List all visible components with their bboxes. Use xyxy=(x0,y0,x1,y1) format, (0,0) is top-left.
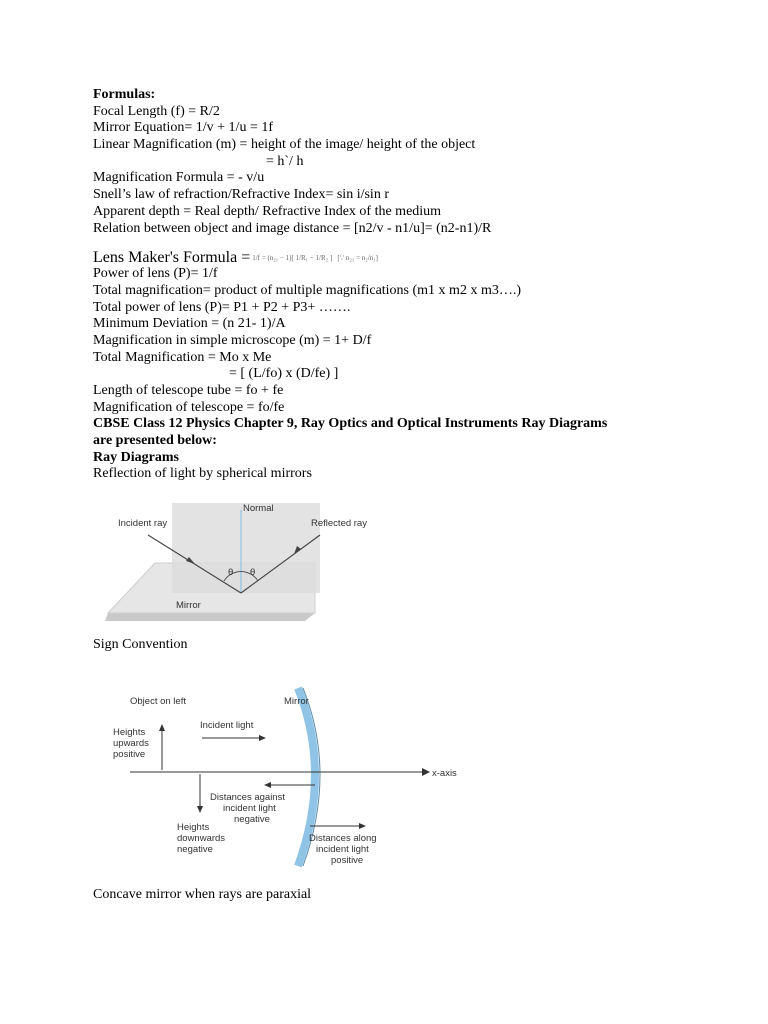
sign-convention-caption: Sign Convention xyxy=(93,637,188,652)
distance-against-label-1: Distances against xyxy=(210,792,285,803)
heights-down-label-3: negative xyxy=(177,844,213,855)
incident-light-label: Incident light xyxy=(200,720,254,731)
formula-line: Length of telescope tube = fo + fe xyxy=(93,383,284,398)
reflection-diagram xyxy=(100,495,367,635)
formula-line: Total magnification= product of multiple magnifications (m1 x m2 x m3….) xyxy=(93,282,521,298)
distance-along-label-2: incident light xyxy=(316,844,369,855)
height-down-arrowhead xyxy=(197,806,203,813)
formula-line: = h`/ h xyxy=(266,153,304,169)
ray-diagrams-heading: Ray Diagrams xyxy=(93,449,179,465)
distance-along-arrowhead xyxy=(359,823,366,829)
lens-maker-label: Lens Maker's Formula = xyxy=(93,249,251,267)
formulas-heading: Formulas: xyxy=(93,87,156,102)
heights-up-label-2: upwards xyxy=(113,738,149,749)
heights-down-label-1: Heights xyxy=(177,822,210,833)
distance-against-label-2: incident light xyxy=(223,803,276,814)
formula-line: Minimum Deviation = (n 21- 1)/A xyxy=(93,316,286,332)
lens-maker-line xyxy=(93,237,693,266)
formula-line: Relation between object and image distance = [n2/v - n1/u]= (n2-n1)/R xyxy=(93,220,492,236)
object-on-left-label: Object on left xyxy=(130,696,186,707)
theta-left-label: θ xyxy=(228,567,234,578)
heights-down-label-2: downwards xyxy=(177,833,226,844)
cbse-heading-line-1: CBSE Class 12 Physics Chapter 9, Ray Optics and Optical Instruments Ray Diagrams xyxy=(93,416,608,432)
formula-line: = [ (L/fo) x (D/fe) ] xyxy=(229,366,339,382)
distance-against-arrowhead xyxy=(264,782,271,788)
formula-line: Magnification of telescope = fo/fe xyxy=(93,399,285,415)
distance-against-label-3: negative xyxy=(234,814,270,825)
formula-line: Mirror Equation= 1/v + 1/u = 1f xyxy=(93,120,273,136)
formula-line: Magnification in simple microscope (m) = 1+ D/f xyxy=(93,332,372,348)
height-up-arrowhead xyxy=(159,724,165,731)
reflected-ray-label: Reflected ray xyxy=(311,518,367,529)
formula-line: Linear Magnification (m) = height of the image/ height of the object xyxy=(93,137,476,153)
formula-line: Apparent depth = Real depth/ Refractive Index of the medium xyxy=(93,203,442,219)
formula-line: Magnification Formula = - v/u xyxy=(93,170,265,186)
incident-light-arrowhead xyxy=(259,735,266,741)
concave-mirror-caption: Concave mirror when rays are paraxial xyxy=(93,887,312,902)
mirror-label: Mirror xyxy=(176,600,201,611)
mirror-edge xyxy=(105,613,315,621)
incident-ray-label: Incident ray xyxy=(118,518,168,529)
x-axis-label: x-axis xyxy=(432,768,457,779)
reflection-caption: Reflection of light by spherical mirrors xyxy=(93,466,312,482)
distance-along-label-3: positive xyxy=(331,855,364,866)
cbse-heading-line-2: are presented below: xyxy=(93,433,217,449)
formula-line: Snell’s law of refraction/Refractive Index= sin i/sin r xyxy=(93,187,389,203)
formula-line: Total Magnification = Mo x Me xyxy=(93,349,272,365)
theta-right-label: θ xyxy=(250,567,256,578)
heights-up-label-3: positive xyxy=(113,749,146,760)
normal-label: Normal xyxy=(243,503,274,514)
sign-convention-diagram xyxy=(110,688,460,870)
heights-up-label-1: Heights xyxy=(113,727,146,738)
distance-along-label-1: Distances along xyxy=(309,833,377,844)
formula-line: Focal Length (f) = R/2 xyxy=(93,103,220,119)
mirror-label: Mirror xyxy=(284,696,309,707)
lens-maker-formula-image: 1/f = (n₂₁ − 1)[ 1/R₁ − 1/R₂ ] [∵ n₂₁ = n₂/n₁] xyxy=(252,254,378,263)
formula-line: Power of lens (P)= 1/f xyxy=(93,266,218,282)
formula-line: Total power of lens (P)= P1 + P2 + P3+ ……. xyxy=(93,299,351,315)
formulas-section xyxy=(93,87,693,483)
axis-arrow xyxy=(422,768,430,776)
